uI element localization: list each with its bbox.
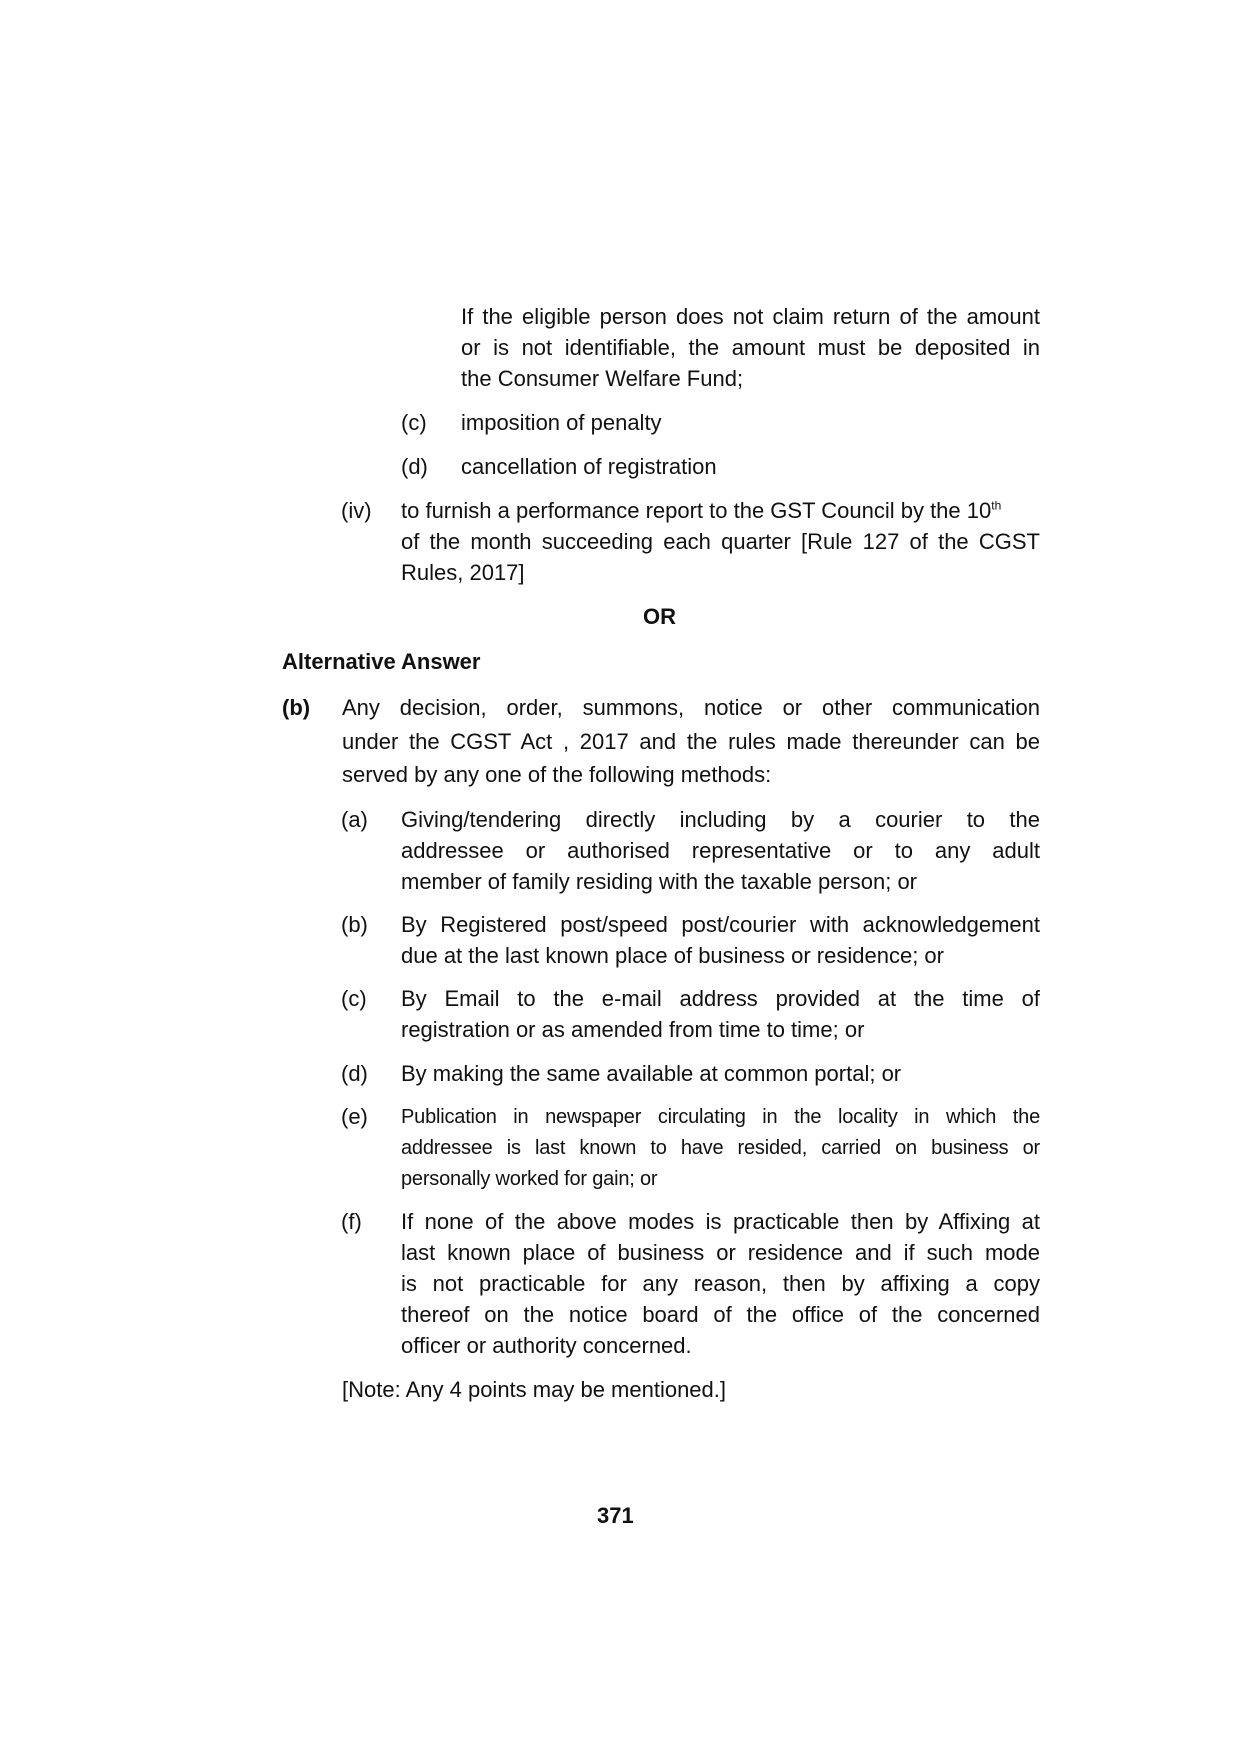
section-heading: Alternative Answer [282,649,481,674]
list-item-text: last known place of business or residence and if such mode [401,1240,1040,1265]
list-item-label: (a) [341,807,368,832]
paragraph-line: or is not identifiable, the amount must be deposited in [461,335,1040,360]
note: [Note: Any 4 points may be mentioned.] [342,1377,727,1402]
list-item-text: If none of the above modes is practicable then by Affixing at [401,1209,1040,1234]
list-item-text: addressee or authorised representative or to any adult [401,838,1040,863]
list-item-label: (e) [341,1104,368,1129]
list-item-text [401,500,1001,522]
list-item-label: (f) [341,1209,362,1234]
list-item-label: (c) [341,986,367,1011]
item-iv-line1: to furnish a performance report to the GST Council by the 10 [401,498,992,523]
list-item-label: (d) [341,1061,368,1086]
list-item-text: member of family residing with the taxable person; or [401,869,918,894]
list-item-label: (b) [341,912,368,937]
paragraph-line: Any decision, order, summons, notice or other communication [342,695,1040,720]
superscript: th [991,498,1002,513]
list-item-label: (c) [401,410,427,435]
paragraph-line: of the month succeeding each quarter [Rule 127 of the CGST [401,529,1040,554]
list-item-text: By making the same available at common portal; or [401,1061,902,1086]
page-number: 371 [597,1503,634,1528]
list-item-text: addressee is last known to have resided, carried on business or [401,1137,1040,1159]
list-item-text: officer or authority concerned. [401,1333,692,1358]
paragraph-line: served by any one of the following methods: [342,762,772,787]
list-item-text: Publication in newspaper circulating in the locality in which the [401,1106,1040,1128]
list-item-label: (iv) [341,498,372,523]
list-item-text: cancellation of registration [461,454,717,479]
list-item-text: By Registered post/speed post/courier with acknowledgement [401,912,1040,937]
paragraph-line: under the CGST Act , 2017 and the rules made thereunder can be [342,729,1040,754]
paragraph-line: If the eligible person does not claim return of the amount [461,304,1040,329]
list-item-text: Giving/tendering directly including by a courier to the [401,807,1040,832]
list-item-text: thereof on the notice board of the office of the concerned [401,1302,1040,1327]
list-item-text: registration or as amended from time to time; or [401,1017,865,1042]
list-item-text: personally worked for gain; or [401,1168,658,1190]
paragraph-line: Rules, 2017] [401,560,525,585]
list-item-text: By Email to the e-mail address provided at the time of [401,986,1040,1011]
paragraph-line: the Consumer Welfare Fund; [461,366,744,391]
part-label: (b) [282,695,311,720]
list-item-text: imposition of penalty [461,410,662,435]
list-item-text: is not practicable for any reason, then by affixing a copy [401,1271,1040,1296]
list-item-text: due at the last known place of business or residence; or [401,943,944,968]
or-heading: OR [643,604,676,629]
list-item-label: (d) [401,454,428,479]
